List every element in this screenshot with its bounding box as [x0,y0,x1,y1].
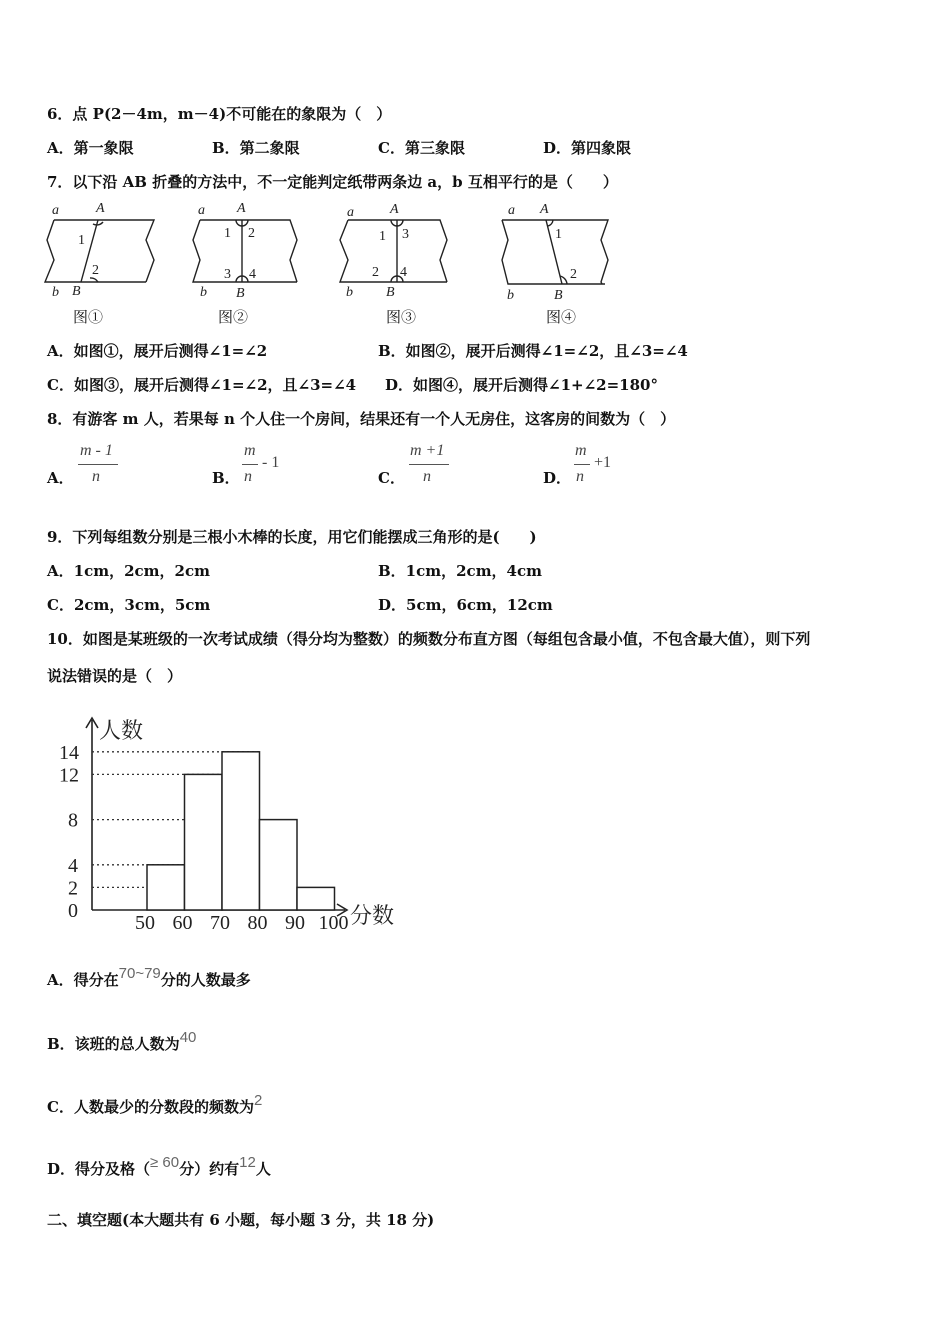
q10-option-a-value: 70~79 [118,965,161,982]
fig1-label-2: 2 [92,263,99,278]
q8-option-d-den: n [576,468,584,485]
q10-option-a-pre: A．得分在 [47,971,119,989]
fig4-label-1: 1 [555,227,562,242]
q10-option-a-post: 分的人数最多 [160,971,251,989]
histogram-chart [55,710,425,940]
section2-heading: 二、填空题(本大题共有 6 小题，每小题 3 分，共 18 分) [47,1211,435,1229]
fig2-label-b: b [200,285,207,300]
fig3-label-A: A [390,202,399,217]
q9-option-b: B．1cm，2cm，4cm [378,562,543,580]
q9-stem: 9．下列每组数分别是三根小木棒的长度，用它们能摆成三角形的是( ) [47,528,537,546]
q8-option-d-num: m [575,442,587,459]
q8-option-a-den: n [92,468,100,485]
q6-option-c: C．第三象限 [378,139,465,157]
q7-stem: 7．以下沿 AB 折叠的方法中，不一定能判定纸带两条边 a，b 互相平行的是（ ） [47,173,618,191]
q8-option-b-num: m [244,442,256,459]
histogram-bar-80-90 [260,820,298,910]
fig3-label-B: B [386,285,395,300]
q10-stem-line2: 说法错误的是（ ） [47,667,183,685]
q10-option-d-mid: 分）约有 [179,1160,240,1178]
q8-option-d-tail: +1 [594,454,612,471]
q10-option-d-value: ≥ 60 [150,1154,180,1171]
fig4-label-B: B [554,288,563,303]
x-tick-90: 90 [285,912,305,934]
fig3-label-3: 3 [402,227,409,242]
q7-option-c: C．如图③，展开后测得∠1=∠2，且∠3=∠4 [47,376,357,394]
q8-option-a-letter: A． [47,469,74,487]
q9-option-d: D．5cm，6cm，12cm [378,596,553,614]
q8-stem: 8．有游客 m 人，若果每 n 个人住一个房间，结果还有一个人无房住，这客房的间数为（ ） [47,410,676,428]
fig1-label-A: A [96,201,105,216]
fig1-label-B: B [72,284,81,299]
q7-option-a: A．如图①，展开后测得∠1=∠2 [47,342,268,360]
q8-option-d-letter: D． [543,469,572,487]
q8-option-b-bar [242,464,258,465]
q8-option-c-num: m +1 [410,442,445,459]
y-tick-4: 4 [68,854,78,877]
q8-option-c-letter: C． [378,469,405,487]
x-axis-label: 分数 [350,903,395,928]
q10-option-d-post: 人 [255,1160,271,1178]
q8-option-d-bar [574,464,590,465]
y-axis-label: 人数 [99,718,144,743]
q8-option-c-den: n [423,468,431,485]
fig1-label-1: 1 [78,233,85,248]
q10-option-b [47,1029,197,1054]
fig2-caption: 图② [218,308,249,326]
fig4-label-2: 2 [570,267,577,282]
fig4-caption: 图④ [546,308,577,326]
q10-option-a [47,965,251,990]
y-tick-12: 12 [59,764,79,787]
fig2-label-3: 3 [224,267,231,282]
x-tick-50: 50 [135,912,155,934]
y-tick-2: 2 [68,877,78,900]
fig1-label-a: a [52,203,59,218]
q6-option-d: D．第四象限 [543,139,632,157]
q10-option-c-value: 2 [253,1092,263,1109]
fig1-caption: 图① [73,308,104,326]
fig2-label-B: B [236,286,245,301]
fig3-label-b: b [346,285,353,300]
q7-figures [40,198,680,333]
q8-option-a-fraction [78,440,138,488]
x-tick-80: 80 [247,912,268,934]
q8-option-a-num: m - 1 [80,442,113,459]
q10-stem-line1: 10．如图是某班级的一次考试成绩（得分均为整数）的频数分布直方图（每组包含最小值，不包含最大值），则下列 [47,630,811,648]
fig2-label-a: a [198,203,205,218]
histogram-bar-90-100 [297,887,335,910]
y-tick-8: 8 [68,809,78,832]
histogram-bar-50-60 [147,865,185,910]
y-tick-14: 14 [59,741,79,764]
fig3-label-1: 1 [379,229,386,244]
q9-option-c: C．2cm，3cm，5cm [47,596,211,614]
q10-option-d-pre: D．得分及格（ [47,1160,151,1178]
fig4-label-a: a [508,203,515,218]
q8-option-a-bar [78,464,118,465]
x-tick-100: 100 [318,912,349,934]
q7-option-d: D．如图④，展开后测得∠1+∠2=180° [385,376,658,394]
q10-option-c-pre: C．人数最少的分数段的频数为 [47,1098,254,1116]
fig4-label-A: A [540,202,549,217]
q8-option-b-den: n [244,468,252,485]
histogram-bar-70-80 [222,752,260,910]
q8-option-c-bar [409,464,449,465]
fig3-caption: 图③ [386,308,417,326]
y-tick-0: 0 [68,900,78,922]
q7-option-b: B．如图②，展开后测得∠1=∠2，且∠3=∠4 [378,342,688,360]
q6-option-a: A．第一象限 [47,139,134,157]
fig4-label-b: b [507,288,514,303]
x-tick-60: 60 [172,912,193,934]
q8-option-c-fraction [409,440,469,488]
fig1-label-b: b [52,285,59,300]
fig2-label-1: 1 [224,226,231,241]
fig3-label-4: 4 [400,265,407,280]
histogram-bar-60-70 [185,774,223,910]
fig3-label-2: 2 [372,265,379,280]
fig2-label-2: 2 [248,226,255,241]
x-tick-70: 70 [210,912,230,934]
q10-option-c [47,1092,263,1117]
fig2-label-4: 4 [249,267,256,282]
q8-option-b-letter: B． [212,469,240,487]
q6-stem: 6．点 P(2－4m，m－4)不可能在的象限为（ ） [47,105,392,123]
fig2-label-A: A [237,201,246,216]
q8-option-d-fraction [574,440,634,488]
q9-option-a: A．1cm，2cm，2cm [47,562,210,580]
q8-option-b-fraction [242,440,302,488]
q10-option-b-value: 40 [179,1029,197,1046]
q10-option-b-pre: B．该班的总人数为 [47,1035,180,1053]
q6-option-b: B．第二象限 [212,139,300,157]
q10-option-d-value2: 12 [239,1154,256,1171]
q8-option-b-tail: - 1 [262,454,280,471]
q10-option-d [47,1154,271,1179]
fig3-label-a: a [347,205,354,220]
